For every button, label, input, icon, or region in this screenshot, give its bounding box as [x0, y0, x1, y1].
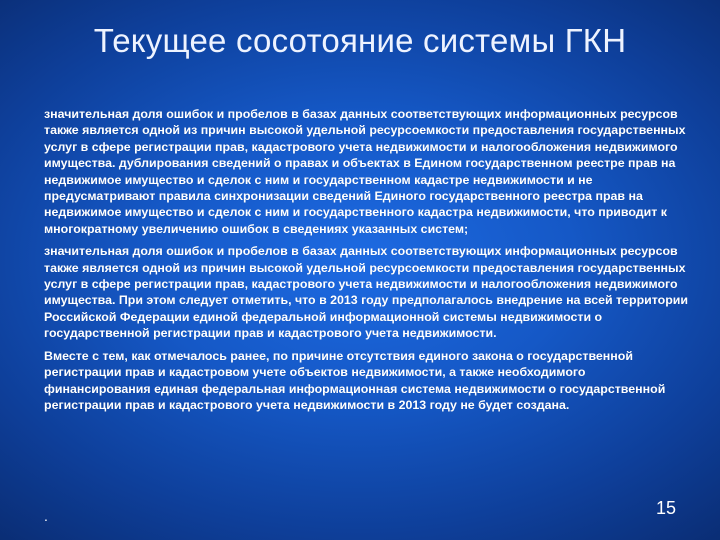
bullet-marker: .	[44, 508, 48, 524]
paragraph-1: значительная доля ошибок и пробелов в базах данных соответствующих информационных ресурсов также является одной из причин высокой удельной ресурсоемкости предоставления государственных услуг в сфере регистрации прав, кадастрового учета недвижимости и налогообложения недвижимого имущества. дублирования сведений о правах и объектах в Едином государственном реестре прав на недвижимое имущество и сделок с ним и государственном кадастре недвижимости и не предусматривают правила синхронизации сведений Единого государственного реестра прав на недвижимое имущество и сделок с ним и государственного кадастра недвижимости, что приводит к многократному увеличению ошибок в сведениях указанных систем;	[44, 107, 686, 236]
slide-body	[44, 106, 694, 413]
paragraph-2: значительная доля ошибок и пробелов в базах данных соответствующих информационных ресурсов также является одной из причин высокой удельной ресурсоемкости предоставления государственных услуг в сфере регистрации прав, кадастрового учета недвижимости и налогообложения недвижимого имущества. При этом следует отметить, что в 2013 году предполагалось внедрение на всей территории Российской Федерации единой федеральной информационной системы недвижимости о государственной регистрации прав и кадастрового учета недвижимости.	[44, 244, 689, 341]
paragraph-3: Вместе с тем, как отмечалось ранее, по причине отсутствия единого закона о государственной регистрации прав и кадастровом учете объектов недвижимости, а также необходимого финансирования единая федеральная информационная система недвижимости о государственной регистрации прав и кадастрового учета недвижимости в 2013 году не будет создана.	[44, 348, 666, 412]
slide-title: Текущее сосотояние системы ГКН	[93, 22, 627, 59]
slide-number: 15	[655, 498, 676, 518]
